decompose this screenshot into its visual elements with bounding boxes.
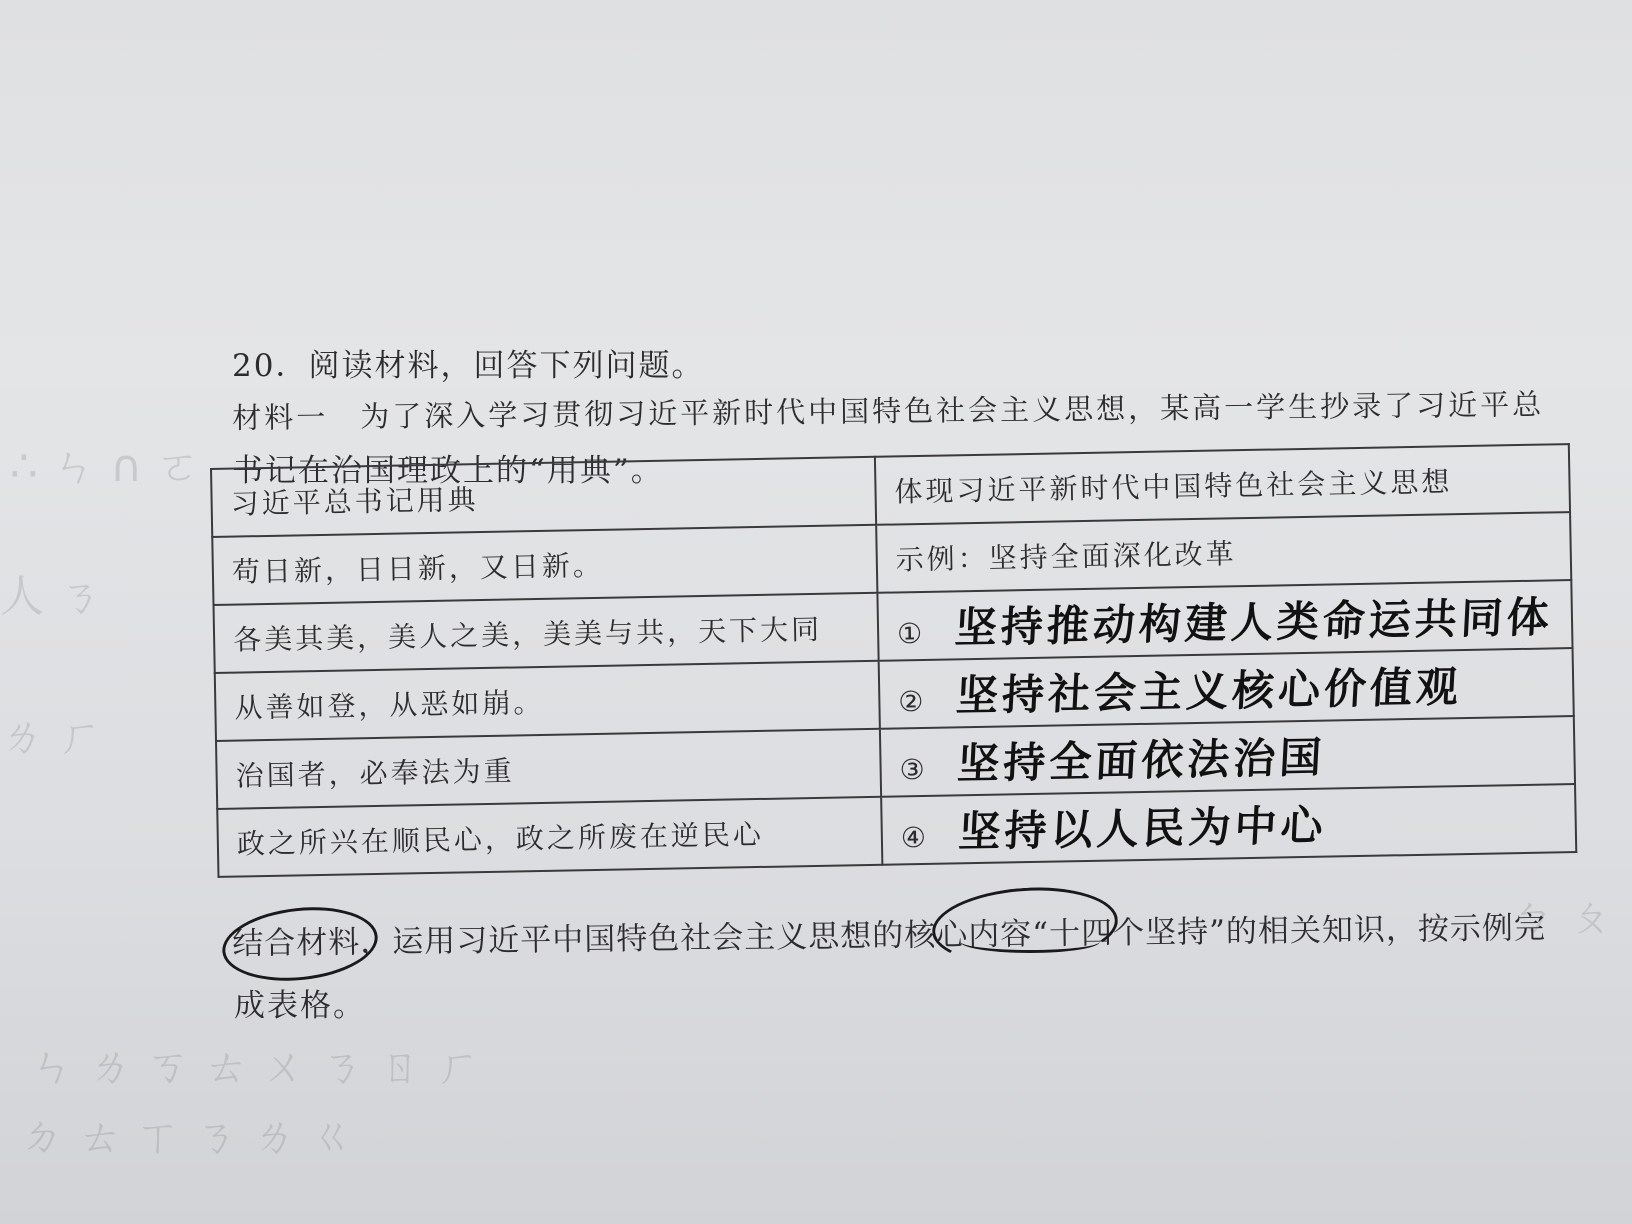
quote-cell: 苟日新，日日新，又日新。	[212, 525, 877, 605]
handwritten-answer: 坚持以人民为中心	[957, 800, 1328, 857]
header-col-thought: 体现习近平新时代中国特色社会主义思想	[875, 444, 1570, 525]
answer-number: ②	[897, 684, 927, 719]
quote-cell: 治国者，必奉法为重	[216, 729, 881, 809]
pen-underline-mark	[960, 930, 1100, 953]
answer-cell	[879, 648, 1574, 729]
example-cell: 示例：坚持全面深化改革	[876, 512, 1571, 593]
task-instruction-line1: 结合材料，运用习近平中国特色社会主义思想的核心内容“十四个坚持”的相关知识，按示例完	[232, 909, 1547, 962]
answer-cell	[880, 716, 1575, 797]
header-col-quotes: 习近平总书记用典	[211, 457, 876, 537]
quote-cell: 从善如登，从恶如崩。	[215, 661, 880, 741]
bleed-through-mark: ㄌ ㄏ	[0, 711, 102, 762]
quote-cell: 政之所兴在顺民心，政之所废在逆民心	[217, 797, 882, 877]
answer-number: ①	[896, 616, 926, 651]
quote-table	[210, 443, 1577, 878]
task-instruction-line2: 成表格。	[234, 988, 366, 1024]
handwritten-answer: 坚持推动构建人类命运共同体	[953, 592, 1555, 653]
pen-circle-mark	[930, 882, 1121, 971]
bleed-through-mark: ㄉ ㄊ ㄒ ㄋ ㄌ ㄍ	[20, 1111, 354, 1162]
quote-cell: 各美其美，美人之美，美美与共，天下大同	[214, 593, 879, 673]
bleed-through-mark: ∴ ㄣ ∩ ㄛ	[10, 441, 201, 492]
answer-cell	[881, 784, 1576, 865]
question-title: 20．阅读材料，回答下列问题。	[232, 348, 705, 384]
material-one-line2: 书记在治国理政上的“用典”。	[232, 453, 664, 489]
bleed-through-mark: ㄅ ㄆ	[1510, 891, 1612, 942]
answer-number: ④	[900, 820, 930, 855]
answer-cell	[877, 580, 1572, 661]
handwritten-answer: 坚持全面依法治国	[956, 732, 1327, 789]
answer-number: ③	[899, 752, 928, 787]
pen-circle-mark	[219, 900, 382, 988]
material-one-line1: 材料一 为了深入学习贯彻习近平新时代中国特色社会主义思想，某高一学生抄录了习近平总	[232, 387, 1545, 435]
handwritten-answer: 坚持社会主义核心价值观	[954, 662, 1464, 721]
bleed-through-mark: 人 ㄋ	[0, 571, 102, 622]
bleed-through-mark: ㄣ ㄌ ㄎ ㄊ ㄨ ㄋ ㄖ ㄏ	[30, 1041, 480, 1092]
